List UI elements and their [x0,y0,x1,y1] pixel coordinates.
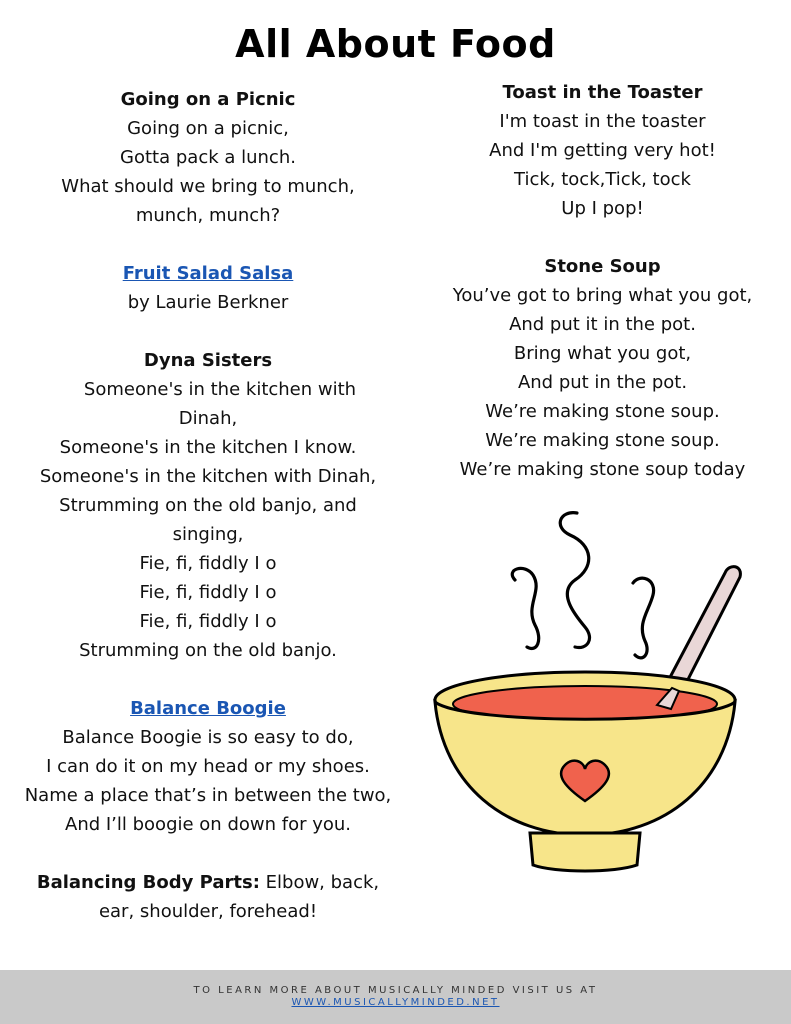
lyric-line: Dinah, [178,408,238,429]
lyric-line: We’re making stone soup today [459,459,746,480]
lyric-line: Strumming on the old banjo, and [59,495,357,516]
lyric-line: I'm toast in the toaster [499,111,706,132]
left-column [5,85,411,955]
lyric-line: And put it in the pot. [509,314,696,335]
balance-boogie-link[interactable]: Balance Boogie [130,698,286,719]
body-parts-label: Balancing Body Parts: [36,872,260,893]
song-dyna-sisters [5,346,411,665]
lyric-line: Going on a picnic, [127,118,289,139]
fruit-salad-salsa-link[interactable]: Fruit Salad Salsa [122,263,294,284]
song-going-on-a-picnic [5,85,411,230]
lyric-line: Someone's in the kitchen with Dinah, [39,466,377,487]
soup-bowl-icon [425,505,755,885]
page-title: All About Food [235,22,556,66]
song-title: Going on a Picnic [120,89,296,110]
lyric-line: And I'm getting very hot! [489,140,716,161]
balancing-body-parts [5,868,411,926]
song-toast-in-the-toaster [400,78,791,223]
lyric-line: Strumming on the old banjo. [79,640,337,661]
lyric-line: What should we bring to munch, [61,176,355,197]
lyric-line: Fie, fi, fiddly I o [139,553,277,574]
lyric-line: And put in the pot. [517,372,688,393]
lyric-line: Tick, tock,Tick, tock [514,169,691,190]
right-column [400,78,791,513]
song-byline: by Laurie Berkner [127,292,289,313]
song-balance-boogie [5,694,411,839]
lyric-line: Fie, fi, fiddly I o [139,582,277,603]
footer-bar [0,970,791,1024]
lyric-line: Fie, fi, fiddly I o [139,611,277,632]
lyric-line: I can do it on my head or my shoes. [46,756,370,777]
lyric-line: Bring what you got, [513,343,692,364]
lyric-line: We’re making stone soup. [485,430,720,451]
lyric-line: Gotta pack a lunch. [120,147,296,168]
body-parts-line: ear, shoulder, forehead! [98,901,318,922]
song-title: Stone Soup [544,256,661,277]
lyric-line: Someone's in the kitchen with [83,379,357,400]
lyric-line: You’ve got to bring what you got, [452,285,753,306]
song-fruit-salad-salsa [5,259,411,317]
footer-text: TO LEARN MORE ABOUT MUSICALLY MINDED VISIT US AT [193,985,598,996]
lyric-line: Balance Boogie is so easy to do, [62,727,354,748]
lyric-line: Someone's in the kitchen I know. [59,437,357,458]
song-title: Toast in the Toaster [502,82,703,103]
lyric-line: singing, [172,524,244,545]
footer-website-link[interactable]: WWW.MUSICALLYMINDED.NET [291,997,500,1008]
lyric-line: And I’ll boogie on down for you. [65,814,351,835]
song-title: Dyna Sisters [143,350,273,371]
lyric-line: munch, munch? [135,205,281,226]
body-parts-text: Elbow, back, [265,872,380,893]
song-stone-soup [400,252,791,484]
lyric-line: We’re making stone soup. [485,401,720,422]
lyric-line: Up I pop! [561,198,644,219]
lyric-line: Name a place that’s in between the two, [24,785,392,806]
